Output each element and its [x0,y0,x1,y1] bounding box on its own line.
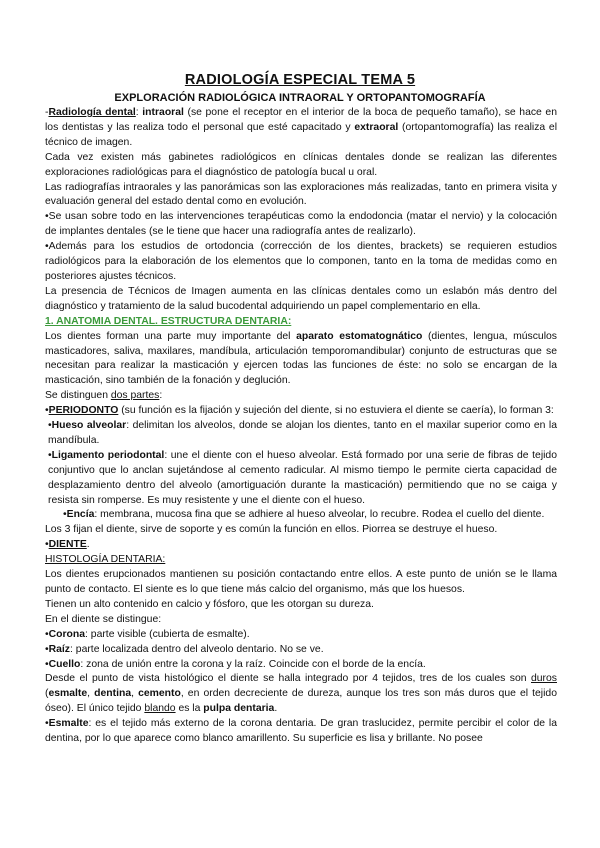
term-encia: Encía [66,509,95,521]
paragraph-tecnicos: La presencia de Técnicos de Imagen aumenta en las clínicas dentales como un eslabón más dentro del diagnóstico y tratamiento de la salud bucodental adquiriendo un papel complementario en ella. [45,285,557,312]
paragraph-erupcionados: Los dientes erupcionados mantienen su posición contactando entre ellos. A este punto de unión se le llama punto de contacto. El siente es lo que tiene más calcio del organismo, más que los huesos. [45,569,557,595]
item-hueso-alveolar: •Hueso alveolar: delimitan los alveolos, donde se alojan los dientes, tanto en el maxilar superior como en la mandíbula. [48,420,558,446]
term-raiz: Raíz [48,643,71,655]
paragraph-ortodoncia: •Además para los estudios de ortodoncia (corrección de los dientes, brackets) se requieren estudios radiológicos para la elaboración de los elementos que lo componen, tanto en la toma de medidas como en posteriores ajustes técnicos. [45,241,557,282]
paragraph-gabinetes: Cada vez existen más gabinetes radiológicos en clínicas dentales donde se realizan las diferentes exploraciones radiológicas para el diagnóstico de patología bucal u oral. [45,151,557,178]
term-radiologia-dental: Radiología dental [48,107,136,118]
paragraph-aparato: Los dientes forman una parte muy importante del aparato estomatognático (dientes, lengua, músculos masticadores, saliva, maxilares, mandíbula, articulación temporomandibular) conjunto de estructuras que se necesitan para realizar la masticación y ejercen todas las funciones de éste: no solo se encargan de la masticación, sino también de la fonación y deglución. [45,330,557,387]
item-corona: •Corona: parte visible (cubierta de esmalte). [45,628,250,640]
term-aparato-estomatognatico: aparato estomatognático [296,330,423,342]
paragraph-fijan-diente: Los 3 fijan el diente, sirve de soporte y es común la función en ellos. Piorrea se destruye el hueso. [45,524,498,536]
item-periodonto: •PERIODONTO (su función es la fijación y sujeción del diente, si no estuviera el diente se caería), lo forman 3: [45,405,554,417]
term-periodonto: PERIODONTO [48,405,119,417]
paragraph-tejidos: Desde el punto de vista histológico el diente se halla integrado por 4 tejidos, tres de los cuales son duros (esmalte, dentina, cemento, en orden decreciente de dureza, aunque los tres son más duros que el tejido óseo). El único tejido blando es la pulpa dentaria. [45,673,557,715]
item-esmalte: •Esmalte: es el tejido más externo de la corona dentaria. De gran traslucidez, permite percibir el color de la dentina, por lo que aparece como blanco amarillento. Su superficie es lisa y brillante. No posee [45,718,557,745]
document-title: RADIOLOGÍA ESPECIAL TEMA 5 [184,72,416,88]
term-intraoral: intraoral [142,107,184,118]
term-blando: blando [144,703,176,715]
item-encia: •Encía: membrana, mucosa fina que se adhiere al hueso alveolar, lo recubre. Rodea el cuello del diente. [63,509,545,521]
section-heading-anatomia: 1. ANATOMIA DENTAL. ESTRUCTURA DENTARIA: [45,315,292,327]
document-subtitle: EXPLORACIÓN RADIOLÓGICA INTRAORAL Y ORTOPANTOMOGRAFÍA [114,92,486,104]
paragraph-calcio: Tienen un alto contenido en calcio y fósforo, que les otorgan su dureza. [45,598,374,610]
item-cuello: •Cuello: zona de unión entre la corona y la raíz. Coincide con el borde de la encía. [45,658,426,670]
paragraph-se-distingue: En el diente se distingue: [45,613,162,625]
term-hueso-alveolar: Hueso alveolar [51,420,127,432]
paragraph-intervenciones: •Se usan sobre todo en las intervenciones terapéuticas como la endodoncia (matar el nervio) y la colocación de implantes dentales (se le tiene que hacer una radiografía antes de realizarlo). [45,211,557,238]
item-raiz: •Raíz: parte localizada dentro del alveolo dentario. No se ve. [45,643,324,655]
term-cemento: cemento [138,688,181,700]
term-corona: Corona [48,628,86,640]
term-diente: DIENTE [48,539,87,551]
term-duros: duros [531,673,557,685]
term-extraoral: extraoral [354,121,399,133]
term-cuello: Cuello [48,658,81,670]
paragraph-radiografias: Las radiografías intraorales y las panorámicas son las exploraciones más realizadas, tanto en primera visita y evaluación general del estado dental como en evolución. [45,181,557,208]
term-dentina: dentina [94,688,132,700]
term-ligamento-periodontal: Ligamento periodontal [51,449,165,461]
paragraph-dos-partes: Se distinguen dos partes: [45,390,163,402]
subheading-histologia: HISTOLOGÍA DENTARIA: [45,554,166,566]
term-pulpa-dentaria: pulpa dentaria [203,703,275,715]
item-diente: •DIENTE. [45,539,90,551]
term-esmalte-inline: esmalte [48,688,88,700]
document-body [45,106,557,747]
term-esmalte: Esmalte [48,718,89,730]
item-ligamento-periodontal: •Ligamento periodontal: une el diente con el hueso alveolar. Está formado por una serie de fibras de tejido conjuntivo que lo anclan sujetándose al cemento radicular. Al mismo tiempo le permite cierta capacidad de desplazamiento dentro del alveolo (amortiguación durante la masticación) permitiendo que no se caiga y resista sin romperse. Es muy resistente y une el diente con el hueso. [48,449,557,506]
paragraph-radiologia-dental: -Radiología dental: intraoral (se pone el receptor en el interior de la boca de pequeño tamaño), se hace en los dentistas y las realiza todo el personal que esté capacitado y extraoral (ortopantomografía) las realiza el técnico de imagen. [45,107,558,148]
